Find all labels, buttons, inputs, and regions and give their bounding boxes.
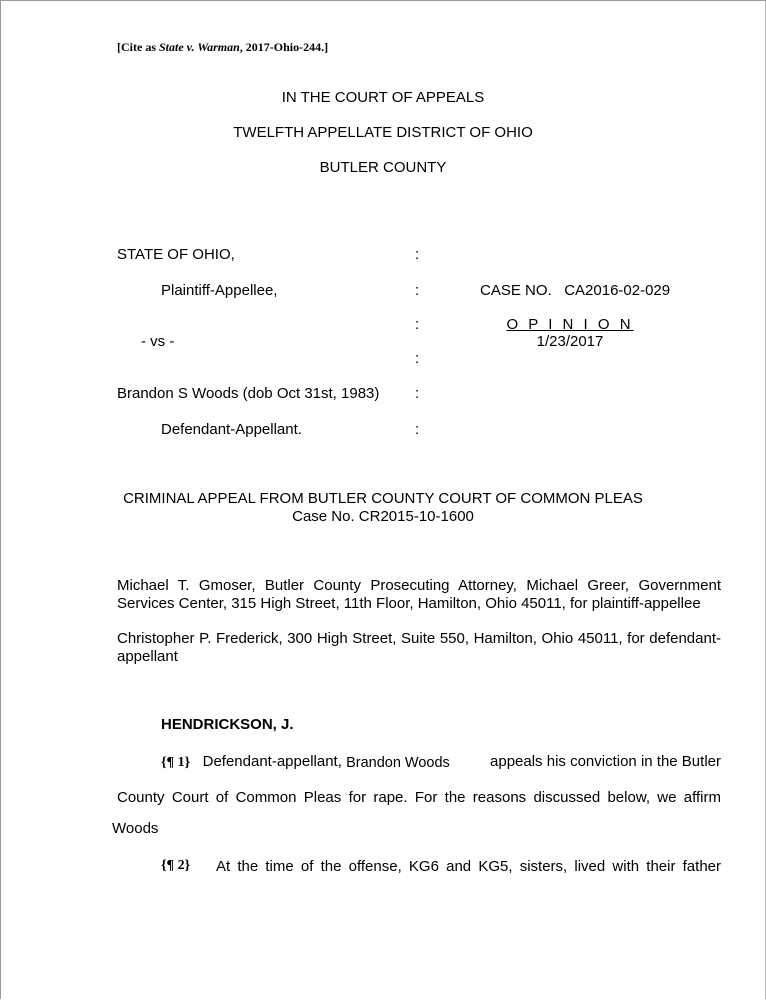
defendant-role: Defendant-Appellant. [161,421,302,438]
caption-colon: : [415,282,420,299]
plaintiff-counsel: Michael T. Gmoser, Butler County Prosecuting Attorney, Michael Greer, Government Services Center, 315 High Street, 11th Floor, Hamilton, Ohio 45011, for plaintiff-appellee [117,577,721,612]
court-district: TWELFTH APPELLATE DISTRICT OF OHIO [233,124,533,141]
judge-heading: HENDRICKSON, J. [161,716,294,733]
paragraph-mark: {¶ 1} [161,755,191,770]
opinion-block [470,316,670,350]
appeal-case-number: Case No. CR2015-10-1600 [292,508,474,525]
court-county: BUTLER COUNTY [319,159,447,176]
citation-case-name: State v. Warman [159,40,240,54]
paragraph-1-line-3: Woods [112,820,159,837]
caption-colon: : [415,246,420,263]
caption-colon: : [415,385,420,402]
court-name: IN THE COURT OF APPEALS [281,89,485,106]
case-number: CASE NO. CA2016-02-029 [480,282,671,299]
paragraph-1-line-2: County Court of Common Pleas for rape. For the reasons discussed below, we affirm [117,789,721,806]
paragraph-mark: {¶ 2} [161,858,191,873]
appeal-title: CRIMINAL APPEAL FROM BUTLER COUNTY COURT OF COMMON PLEAS [123,490,643,507]
plaintiff-role: Plaintiff-Appellee, [161,282,278,299]
opinion-date: 1/23/2017 [536,333,604,350]
opinion-title: O P I N I O N [506,316,634,333]
versus: - vs - [141,333,175,350]
caption-colon: : [415,350,420,367]
paragraph-1-line-1: {¶ 1} Defendant-appellant, Brandon Woods appeals his conviction in the Butler [161,753,721,771]
caption-colon: : [415,316,420,333]
paragraph-2-line-1: {¶ 2} At the time of the offense, KG6 and KG5, sisters, lived with their father [161,858,721,875]
defendant-name: Brandon S Woods (dob Oct 31st, 1983) [117,385,380,402]
defendant-counsel: Christopher P. Frederick, 300 High Street, Suite 550, Hamilton, Ohio 45011, for defendant-appellant [117,630,721,665]
citation: [Cite as State v. Warman, 2017-Ohio-244.] [117,40,329,54]
plaintiff-name: STATE OF OHIO, [117,246,235,263]
caption-colon: : [415,421,420,438]
